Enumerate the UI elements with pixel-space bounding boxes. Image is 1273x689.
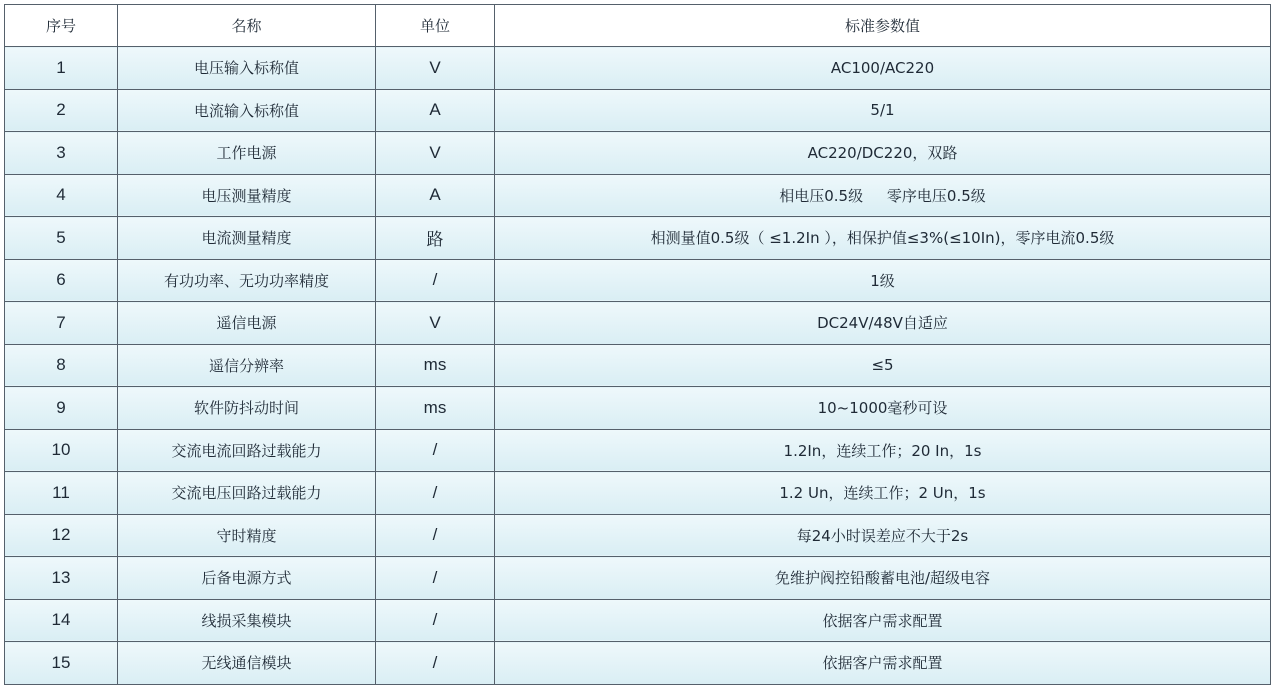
row-unit: / xyxy=(376,429,495,472)
table-row xyxy=(5,472,1271,515)
row-index: 1 xyxy=(5,47,118,90)
row-value: 免维护阀控铅酸蓄电池/超级电容 xyxy=(495,557,1271,600)
table-row xyxy=(5,599,1271,642)
row-value: 1级 xyxy=(495,259,1271,302)
table-row xyxy=(5,387,1271,430)
table-row xyxy=(5,514,1271,557)
row-unit: A xyxy=(376,174,495,217)
row-value: DC24V/48V自适应 xyxy=(495,302,1271,345)
row-unit: 路 xyxy=(376,217,495,260)
row-value: 5/1 xyxy=(495,89,1271,132)
row-unit: ms xyxy=(376,387,495,430)
spec-table xyxy=(4,4,1271,685)
row-index: 3 xyxy=(5,132,118,175)
row-unit: / xyxy=(376,259,495,302)
row-index: 14 xyxy=(5,599,118,642)
row-name: 后备电源方式 xyxy=(118,557,376,600)
row-index: 9 xyxy=(5,387,118,430)
row-name: 无线通信模块 xyxy=(118,642,376,685)
table-row xyxy=(5,259,1271,302)
header-unit: 单位 xyxy=(376,5,495,47)
row-name: 守时精度 xyxy=(118,514,376,557)
row-unit: ms xyxy=(376,344,495,387)
row-name: 电压测量精度 xyxy=(118,174,376,217)
row-name: 交流电流回路过载能力 xyxy=(118,429,376,472)
row-name: 软件防抖动时间 xyxy=(118,387,376,430)
row-index: 4 xyxy=(5,174,118,217)
table-body xyxy=(5,47,1271,685)
row-index: 13 xyxy=(5,557,118,600)
row-value: ≤5 xyxy=(495,344,1271,387)
table-row xyxy=(5,302,1271,345)
row-value: 依据客户需求配置 xyxy=(495,599,1271,642)
table-row xyxy=(5,344,1271,387)
row-index: 10 xyxy=(5,429,118,472)
table-row xyxy=(5,429,1271,472)
row-unit: / xyxy=(376,642,495,685)
table-row xyxy=(5,174,1271,217)
row-value: 相电压0.5级 零序电压0.5级 xyxy=(495,174,1271,217)
table-row xyxy=(5,557,1271,600)
row-index: 6 xyxy=(5,259,118,302)
row-value: 每24小时误差应不大于2s xyxy=(495,514,1271,557)
table-row xyxy=(5,89,1271,132)
row-value: 1.2 Un，连续工作；2 Un，1s xyxy=(495,472,1271,515)
row-index: 15 xyxy=(5,642,118,685)
row-unit: / xyxy=(376,472,495,515)
row-name: 交流电压回路过载能力 xyxy=(118,472,376,515)
row-unit: / xyxy=(376,557,495,600)
row-unit: / xyxy=(376,599,495,642)
row-value: 1.2In，连续工作；20 In，1s xyxy=(495,429,1271,472)
table-header-row xyxy=(5,5,1271,47)
row-index: 12 xyxy=(5,514,118,557)
row-unit: V xyxy=(376,302,495,345)
row-unit: V xyxy=(376,132,495,175)
table-row xyxy=(5,642,1271,685)
row-name: 遥信电源 xyxy=(118,302,376,345)
row-name: 电流测量精度 xyxy=(118,217,376,260)
table-row xyxy=(5,217,1271,260)
row-index: 8 xyxy=(5,344,118,387)
row-value: 10~1000毫秒可设 xyxy=(495,387,1271,430)
header-value: 标准参数值 xyxy=(495,5,1271,47)
header-index: 序号 xyxy=(5,5,118,47)
row-value: 依据客户需求配置 xyxy=(495,642,1271,685)
row-name: 电压输入标称值 xyxy=(118,47,376,90)
row-name: 遥信分辨率 xyxy=(118,344,376,387)
row-name: 线损采集模块 xyxy=(118,599,376,642)
row-index: 5 xyxy=(5,217,118,260)
header-name: 名称 xyxy=(118,5,376,47)
row-unit: V xyxy=(376,47,495,90)
table-row xyxy=(5,47,1271,90)
row-index: 2 xyxy=(5,89,118,132)
row-value: AC220/DC220，双路 xyxy=(495,132,1271,175)
row-index: 7 xyxy=(5,302,118,345)
row-name: 有功功率、无功功率精度 xyxy=(118,259,376,302)
row-name: 电流输入标称值 xyxy=(118,89,376,132)
table-row xyxy=(5,132,1271,175)
row-value: 相测量值0.5级（ ≤1.2In ），相保护值≤3%(≤10In)，零序电流0.5级 xyxy=(495,217,1271,260)
row-name: 工作电源 xyxy=(118,132,376,175)
row-value: AC100/AC220 xyxy=(495,47,1271,90)
row-index: 11 xyxy=(5,472,118,515)
row-unit: / xyxy=(376,514,495,557)
row-unit: A xyxy=(376,89,495,132)
